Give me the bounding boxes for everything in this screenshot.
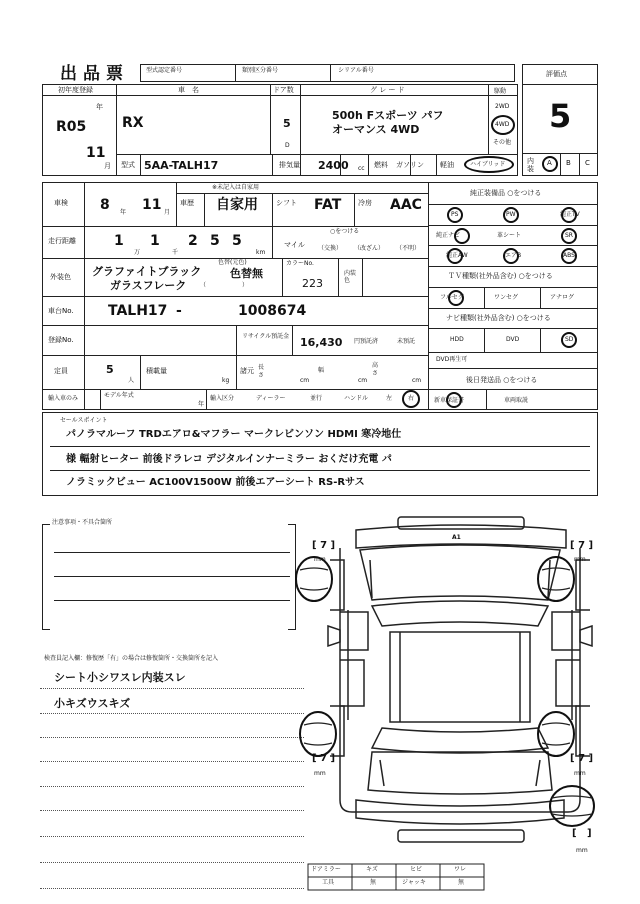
km-label: km [256,249,266,256]
opt-tv: 純正TV [560,211,580,218]
sales-points-label: セールスポイント [60,417,108,424]
man-label: 万 [134,249,141,256]
width-cm: cm [358,377,368,384]
drive-4wd: 4WD [495,121,510,128]
front-label: A1 [452,534,461,541]
score-label: 評価点 [546,70,567,78]
footer-crack: ヒビ [410,866,423,873]
import-type-label: 輸入区分 [210,395,235,402]
tread-spare: [ ] [572,828,592,839]
shaken-label: 車検 [54,199,68,207]
opt-dvd-play: DVD再生可 [436,356,468,363]
ac-label: 冷房 [358,199,372,207]
door-unit: D [285,142,290,149]
doors-value: 5 [283,117,291,130]
shaken-m-label: 月 [164,209,171,216]
opt-leather: 革シート [497,232,522,239]
shift-label: シフト [276,199,297,207]
opt-sd: SD [565,336,574,343]
serial-label: シリアル番号 [338,67,374,74]
miles-label: マイル [284,241,305,249]
grade-line2: オーマンス 4WD [332,123,420,136]
shift-value: FAT [314,197,342,213]
footer-tools: 工具 [322,879,335,886]
tread-rl-value: 7 [320,753,328,764]
history-label: 車歴 [180,199,194,207]
opt-sr: SR [565,232,573,239]
doors-label: ドア数 [273,86,294,94]
mileage-digit-3: 2 [188,233,198,249]
opt-oneseg: ワンセグ [494,294,519,301]
tread-fr-mm: mm [574,556,586,563]
tread-rl: [ 7 ] [312,753,336,764]
footer-door-mirror: ドアミラー [311,866,341,873]
drive-other: その他 [493,139,512,146]
displacement-label: 排気量 [279,161,300,169]
chassis-number: 1008674 [238,303,307,319]
inspector-note-2: 小キズウスキズ [54,697,131,710]
capacity-label: 定員 [54,367,68,375]
orig-color-label: 色替(元色) [218,259,247,266]
fuel-diesel: 軽油 [440,161,454,169]
later-label: 後日発送品 ○をつける [466,376,538,384]
year-label: 年 [96,103,103,111]
unregistered-note: ※未記入は自家用 [212,184,260,191]
model-label: 型式 [121,161,135,169]
tread-fl: [ 7 ] [312,540,336,551]
sales-line-3: ノラミックビュー AC100V1500W 前後エアーシート RS-Rサス [66,477,365,488]
chassis-prefix: TALH17 [108,303,168,319]
tread-fl-value: 7 [320,540,328,551]
mileage-digit-5: 5 [232,233,242,249]
height-cm: cm [412,377,422,384]
import-parallel: 並行 [310,395,323,402]
opt-airbag: エアB [505,252,522,259]
mileage-digit-4: 5 [210,233,220,249]
import-dealer: ディーラー [256,395,286,402]
drive-2wd: 2WD [495,103,510,110]
opt-aw: 純正AW [446,252,468,259]
capacity-value: 5 [106,363,114,376]
tv-type-label: ＴＶ種類(社外品含む) ○をつける [448,272,553,280]
recycle-label: リサイクル預託金 [242,333,290,340]
first-reg-label: 初年度登録 [58,86,93,94]
footer-tools-val: 無 [370,879,377,886]
caution-label: 注意事項・不具合箇所 [52,519,113,526]
displacement-value: 2400 [318,159,349,172]
length-cm: cm [300,377,310,384]
interior-label: 内装 [527,157,534,173]
orig-color-value: 色替無 [230,267,263,280]
handle-label: ハンドル [344,395,369,402]
chassis-label: 車台No. [48,307,74,315]
shaken-y-label: 年 [120,209,127,216]
shaken-month: 11 [142,197,162,213]
grade-line1: 500h Fスポーツ パフ [332,109,444,122]
sales-line-2: 様 輻射ヒーター 前後ドラレコ デジタルインナーミラー おくだけ充電 パ [66,454,392,465]
tread-rr-value: 7 [578,753,586,764]
color-line1: グラファイトブラック [92,265,202,278]
fuel-gas: ガソリン [396,161,424,169]
load-label: 積載量 [146,367,167,375]
tread-rl-mm: mm [314,770,326,777]
sales-line-1: パノラマルーフ TRDエアロ&マフラー マークレビンソン HDMI 寒冷地仕 [66,429,402,440]
mileage-digit-2: 1 [150,233,160,249]
length-label: 長さ [258,364,265,379]
model-code: 5AA-TALH17 [144,159,219,172]
interior-color-label: 内装色 [344,270,357,284]
genuine-label: 純正装備品 ○をつける [470,189,542,197]
inspector-label: 検査員記入欄：修復歴「有」の場合は修復箇所・交換箇所を記入 [44,655,219,662]
category-label: 類別区分番号 [242,67,279,74]
mileage-digit-1: 1 [114,233,124,249]
tread-rr: [ 7 ] [570,753,594,764]
color-no-label: カラーNo. [286,260,314,267]
model-cert-label: 型式認定番号 [146,67,183,74]
grade-label: グ レ ー ド [370,86,405,94]
paren-blank: （ ） [200,282,249,289]
recycle-paid: 円預託済 [354,338,379,345]
history-value: 自家用 [216,197,258,213]
recycle-unpaid: 未預託 [397,338,416,345]
model-year-label: モデル年式 [104,392,134,399]
inspector-note-1: シート小シワスレ内装スレ [54,671,186,684]
interior-c: C [585,159,590,167]
opt-hdd: HDD [450,336,464,343]
footer-jack: ジャッキ [402,879,426,886]
tread-fr: [ 7 ] [570,540,594,551]
footer-scratch: キズ [366,866,378,873]
opt-ps: PS [451,211,459,218]
model-year-unit: 年 [198,401,205,408]
drive-label: 駆動 [494,88,507,95]
car-name: RX [122,115,144,131]
sen-label: 千 [172,249,179,256]
month-label: 月 [104,162,111,170]
interior-b: B [566,159,571,167]
tread-rr-mm: mm [574,770,586,777]
score-value: 5 [549,97,572,135]
tampered-label: （改ざん） [354,245,385,252]
tread-fr-value: 7 [578,540,586,551]
reg-month: 11 [86,145,106,161]
color-line2: ガラスフレーク [110,279,187,292]
shaken-year: 8 [100,197,110,213]
width-label: 幅 [318,367,325,374]
navi-type-label: ナビ種類(社外品含む) ○をつける [446,314,551,322]
interior-a: A [547,159,552,167]
cc-label: cc [358,165,365,172]
reg-no-label: 登録No. [48,336,74,344]
opt-fullseg: フルセグ [440,294,464,301]
circle-instruction: ○をつける [330,228,360,235]
form-title: 出品票 [60,64,129,84]
opt-manual: 新車保証書 [434,397,465,404]
handle-left: 左 [386,395,393,402]
fuel-label: 燃料 [374,161,388,169]
reg-year: R05 [56,119,87,135]
tread-spare-mm: mm [576,847,588,854]
footer-break: ワレ [454,866,467,873]
unknown-label: （不明） [396,245,421,252]
opt-dvd: DVD [506,336,520,343]
opt-abs: ABS [563,252,575,259]
dims-label: 諸元 [240,367,254,375]
recycle-value: 16,430 [300,336,343,349]
import-label: 輸入車のみ [48,395,79,402]
color-label: 外装色 [50,273,71,281]
person-label: 人 [128,377,135,384]
car-name-label: 車 名 [178,86,199,94]
fuel-hybrid: ハイブリッド [470,161,506,168]
handle-right: 右 [408,395,415,402]
color-no-value: 223 [302,277,323,290]
exchange-label: （交換） [318,245,343,252]
kg-label: kg [222,377,230,384]
opt-pw: PW [506,211,516,218]
height-label: 高さ [372,362,379,377]
ac-value: AAC [390,197,422,213]
opt-navi: 純正ナビ [436,232,461,239]
footer-jack-val: 無 [458,879,465,886]
opt-registration: 車両取説 [504,397,529,404]
tread-fl-mm: mm [314,556,326,563]
mileage-label: 走行距離 [48,237,76,245]
opt-analog: アナログ [550,294,575,301]
chassis-dash: - [176,303,182,319]
